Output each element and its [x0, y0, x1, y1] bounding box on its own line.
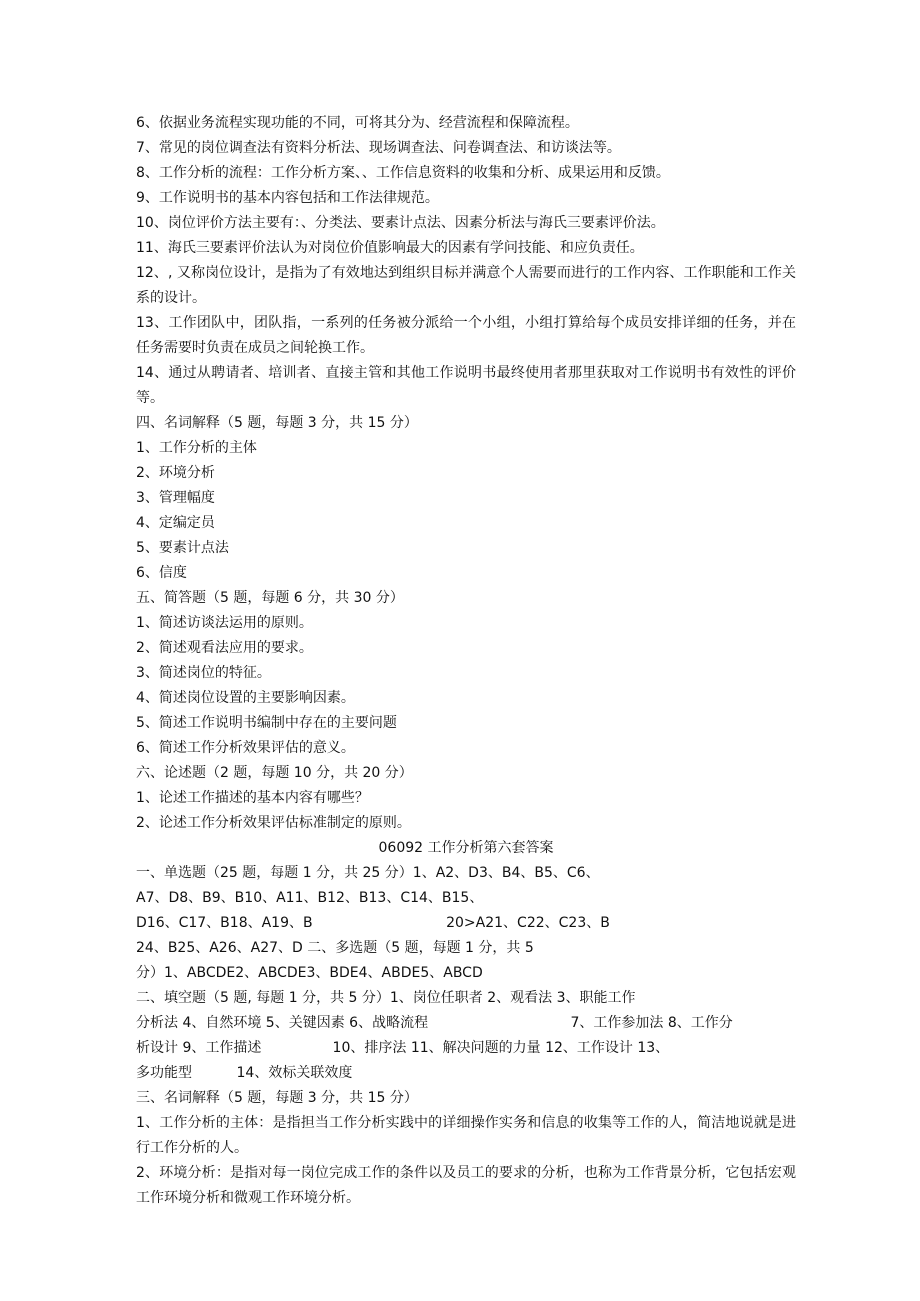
- answer-line: 析设计 9、工作描述 10、排序法 11、解决问题的力量 12、工作设计 13、: [136, 1040, 670, 1056]
- section4-heading: 四、名词解释（5 题，每题 3 分，共 15 分）: [136, 415, 418, 431]
- fill-in-item-12: 12、, 又称岗位设计，是指为了有效地达到组织目标并满意个人需要而进行的工作内容、工作职能和工作关系的设计。: [136, 265, 796, 306]
- answer-line: 24、B25、A26、A27、D 二、多选题（5 题，每题 1 分，共 5: [136, 940, 534, 956]
- section6-heading: 六、论述题（2 题，每题 10 分，共 20 分）: [136, 765, 413, 781]
- section5-item: 3、简述岗位的特征。: [136, 665, 271, 681]
- document-body: [136, 111, 796, 1211]
- answers-title: 06092 工作分析第六套答案: [378, 840, 554, 856]
- answer-line: D16、C17、B18、A19、B 20>A21、C22、C23、B: [136, 915, 610, 931]
- answer-line: 分）1、ABCDE2、ABCDE3、BDE4、ABDE5、ABCD: [136, 965, 483, 981]
- section5-item: 1、简述访谈法运用的原则。: [136, 615, 313, 631]
- section5-item: 2、简述观看法应用的要求。: [136, 640, 313, 656]
- section6-item: 2、论述工作分析效果评估标准制定的原则。: [136, 815, 411, 831]
- section5-item: 4、简述岗位设置的主要影响因素。: [136, 690, 355, 706]
- section3-answer-item: 2、环境分析：是指对每一岗位完成工作的条件以及员工的要求的分析，也称为工作背景分析，它包括宏观工作环境分析和微观工作环境分析。: [136, 1165, 796, 1206]
- answer-line: 多功能型 14、效标关联效度: [136, 1065, 353, 1081]
- fill-in-item-10: 10、岗位评价方法主要有：、分类法、要素计点法、因素分析法与海氏三要素评价法。: [136, 215, 665, 231]
- fill-in-item-11: 11、海氏三要素评价法认为对岗位价值影响最大的因素有学问技能、和应负责任。: [136, 240, 644, 256]
- section4-item: 6、信度: [136, 565, 187, 581]
- section3-answer-item: 1、工作分析的主体：是指担当工作分析实践中的详细操作实务和信息的收集等工作的人，简洁地说就是进行工作分析的人。: [136, 1115, 796, 1156]
- section4-item: 2、环境分析: [136, 465, 215, 481]
- section4-item: 3、管理幅度: [136, 490, 215, 506]
- section4-item: 5、要素计点法: [136, 540, 229, 556]
- section5-item: 6、简述工作分析效果评估的意义。: [136, 740, 355, 756]
- fill-in-item-7: 7、常见的岗位调查法有资料分析法、现场调查法、问卷调查法、和访谈法等。: [136, 140, 621, 156]
- answer-line: 二、填空题（5 题, 每题 1 分，共 5 分）1、岗位任职者 2、观看法 3、职能工作: [136, 990, 636, 1006]
- fill-in-item-8: 8、工作分析的流程：工作分析方案、、工作信息资料的收集和分析、成果运用和反馈。: [136, 165, 670, 181]
- fill-in-item-6: 6、依据业务流程实现功能的不同，可将其分为、经营流程和保障流程。: [136, 115, 579, 131]
- section5-item: 5、简述工作说明书编制中存在的主要问题: [136, 715, 397, 731]
- fill-in-item-13: 13、工作团队中，团队指，一系列的任务被分派给一个小组，小组打算给每个成员安排详细的任务，并在任务需要时负责在成员之间轮换工作。: [136, 315, 796, 356]
- fill-in-item-9: 9、工作说明书的基本内容包括和工作法律规范。: [136, 190, 439, 206]
- section4-item: 1、工作分析的主体: [136, 440, 257, 456]
- fill-in-item-14: 14、通过从聘请者、培训者、直接主管和其他工作说明书最终使用者那里获取对工作说明书有效性的评价等。: [136, 365, 796, 406]
- answer-line: 分析法 4、自然环境 5、关键因素 6、战略流程 7、工作参加法 8、工作分: [136, 1015, 733, 1031]
- section6-item: 1、论述工作描述的基本内容有哪些？: [136, 790, 369, 806]
- section4-item: 4、定编定员: [136, 515, 215, 531]
- section3-answers-heading: 三、名词解释（5 题，每题 3 分，共 15 分）: [136, 1090, 418, 1106]
- answer-line: 一、单选题（25 题，每题 1 分，共 25 分）1、A2、D3、B4、B5、C6、: [136, 865, 600, 881]
- answer-line: A7、D8、B9、B10、A11、B12、B13、C14、B15、: [136, 890, 484, 906]
- section5-heading: 五、简答题（5 题，每题 6 分，共 30 分）: [136, 590, 404, 606]
